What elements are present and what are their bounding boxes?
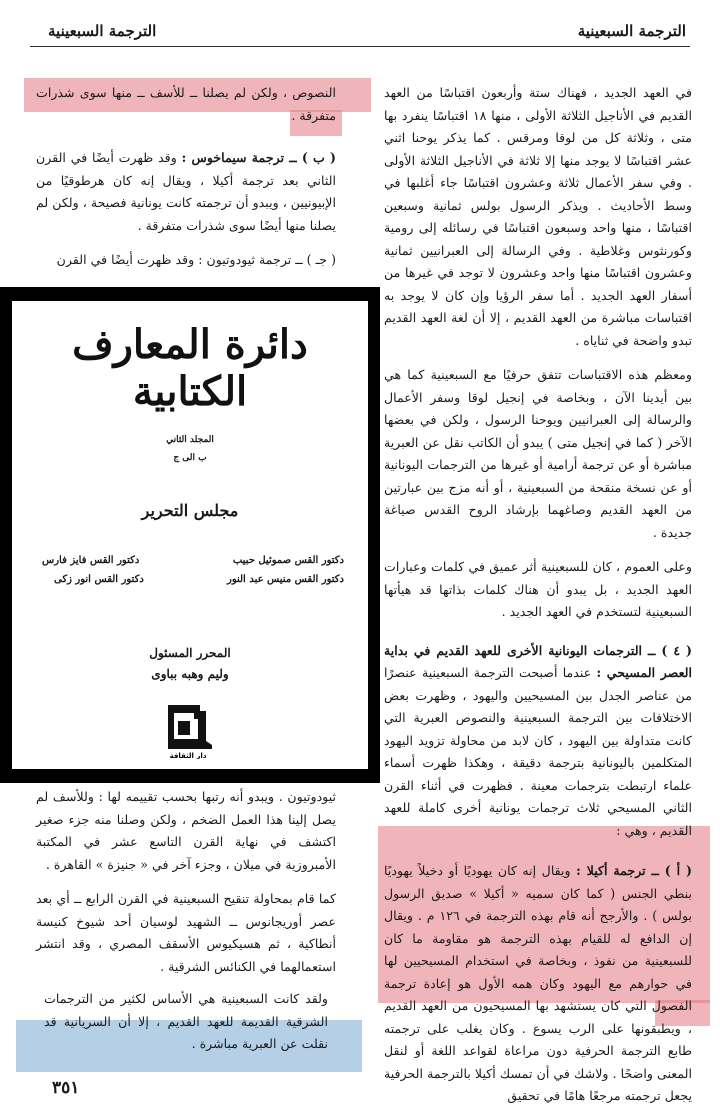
header-rule xyxy=(30,46,690,47)
aquila-body: ويقال إنه كان يهوديًا أو دخيلاً يهوديًا بنطي الجنس ( كما كان سميه « أكيلا » صديق الرسول بولس ) . والأرجح أنه قام بهذه الترجمة في ١٢٦ م . ويقال إن الدافع له للقيام بهذه الترجمة هو مقاومة ما كان للسبعينية من نفوذ ، وبخاصة في استخدام المسيحيين لها في حوارهم مع اليهود وكان همه الأول هو إعادة ترجمة الفصول التي كان يستشهد بها المسيحيون من العهد القديم ، ويطبقونها على الرب يسوع . xyxy=(384,863,692,1036)
section-4 xyxy=(384,640,692,843)
cover-editor-title: المحرر المسئول xyxy=(149,646,231,660)
cover-editor-name: وليم وهبه بباوى xyxy=(151,667,229,681)
paragraph-highlighted: ولقد كانت السبعينية هي الأساس لكثير من الترجمات الشرقية القديمة للعهد القديم ، إلا أن السريانية قد نقلت عن العبرية مباشرة . xyxy=(44,991,328,1051)
section-4-heading: ( ٤ ) ــ الترجمات اليونانية الأخرى للعهد القديم في بداية العصر المسيحي : xyxy=(384,642,693,680)
publisher-logo-icon xyxy=(160,701,216,759)
paragraph: ومعظم هذه الاقتباسات تتفق حرفيًا مع السبعينية كما هي بين أيدينا الآن ، وبخاصة في إنجيل لوقا وسفر الأعمال والرسالة إلى العبرانيين ويوحنا الرسول ، ولكن في بعضها الآخر ( كما في إنجيل متى ) يبدو أن الكاتب نقل عن العبرية مباشرة أو عن ترجمة أرامية أو غيرها من الترجمات اليونانية أو عن نسخة منقحة من السبعينية ، أو أنه مزج بين عبارتين من العهد القديم وصاغهما بإرشاد الروح القدس صياغة جديدة . xyxy=(384,367,692,540)
cover-board-member: دكتور القس انور زكى xyxy=(54,574,144,585)
aquila-heading: ( أ ) ــ ترجمة أكيلا : xyxy=(576,863,692,878)
paragraph: ثيودوتيون . ويبدو أنه رتبها بحسب تقييمه لها : وللأسف لم يصل إلينا هذا العمل الضخم ، ولكن وصلنا منه جزء صغير اكتشف في نهاية القرن التاسع عشر في المكتبة الأمبروزية في ميلان ، وجزء آخر في « جنيزة » القاهرة . xyxy=(36,789,336,872)
paragraph: كما قام بمحاولة تنقيح السبعينية في القرن الرابع ــ أي بعد عصر أوريجانوس ــ الشهيد لوسيان أحد شيوخ كنيسة أنطاكية ، ثم هسيكيوس الأسقف المصري ، وقد انتشر استعمالهما في الكنائس الشرقية . xyxy=(36,891,336,974)
section-4-body: عندما أصبحت الترجمة السبعينية عنصرًا من عناصر الجدل بين المسيحيين واليهود ، وظهرت بعض الاختلافات بين الترجمة السبعينية والنصوص العبرية التي كانت متداولة بين اليهود ، كان لابد من محاولة تزويد اليهود المتكلمين باليونانية بترجمة دقيقة ، وهكذا ظهرت أسماء علماء ارتبطت بترجمات معينة . فظهرت في أثناء القرن الثاني المسيحي ثلاث ترجمات يونانية أخرى كاملة للعهد القديم ، وهي : xyxy=(384,665,692,838)
publisher-name: دار الثقافة xyxy=(169,752,207,759)
left-column-bottom xyxy=(36,786,336,1068)
right-column xyxy=(384,82,692,1108)
book-cover-page xyxy=(12,301,368,769)
cover-board-member: دكتور القس صموئيل حبيب xyxy=(232,555,344,566)
running-head-left: الترجمة السبعينية xyxy=(48,22,157,40)
running-head-right: الترجمة السبعينية xyxy=(577,22,686,40)
paragraph: النصوص ، ولكن لم يصلنا ــ للأسف ــ منها سوى شذرات متفرقة . xyxy=(36,85,336,123)
symmachus-section xyxy=(36,147,336,237)
aquila-continuation: وكان يغلب على ترجمته طابع الترجمة الحرفية دون مراعاة لقواعد اللغة أو لنقل المعنى واضحًا . ولاشك في أن تمسك أكيلا بالترجمة الحرفية يجعل ترجمته مرجعًا هامًا في تحقيق xyxy=(384,1020,692,1103)
cover-volume: المجلد الثاني xyxy=(166,435,214,445)
left-column-top xyxy=(36,82,336,284)
cover-letter-range: ب الى ج xyxy=(173,453,207,463)
cover-title: دائرة المعارف الكتابية xyxy=(72,321,308,415)
cover-board-member: دكتور القس فايز فارس xyxy=(42,555,140,566)
symmachus-heading: ( ب ) ــ ترجمة سيماخوس : xyxy=(181,150,337,165)
book-cover-image xyxy=(0,287,380,783)
theodotion-fragment: ( جـ ) ــ ترجمة ثيودوتيون : وقد ظهرت أيضًا في القرن xyxy=(56,252,336,267)
cover-board-member: دكتور القس منيس عبد النور xyxy=(227,574,344,585)
paragraph: في العهد الجديد ، فهناك ستة وأربعون اقتباسًا من العهد القديم في الأناجيل الثلاثة الأولى ، منها ١٨ اقتباسًا ينفرد بها متى ، وثلاثة كل من لوقا ومرقس . كما يذكر يوحنا اثني عشر اقتباسًا لا يوجد منها إلا ثلاثة في الأناجيل الثلاثة الأولى . وفي سفر الأعمال ثلاثة وعشرون اقتباسًا جاء أغلبها في وسط الأحاديث . ويذكر الرسول بولس ثمانية وسبعين اقتباسًا ، منها واحد وسبعون اقتباسًا في رسائله إلى رومية وكورنثوس وغلاطية . وفي الرسالة إلى العبرانيين ثمانية وعشرون اقتباسًا منها واحد وعشرون لا توجد في غيرها من أسفار العهد الجديد . أما سفر الرؤيا وإن كان لا يوجد به اقتباسات مباشرة من العهد القديم ، إلا أن لغة العهد القديم تبدو واضحة في ثناياه . xyxy=(384,85,692,348)
aquila-section xyxy=(384,860,692,1108)
symmachus-body: وقد ظهرت أيضًا في القرن الثاني بعد ترجمة أكيلا ، ويقال إنه كان هرطوقيًا من الإبيونيين ، ويبدو أن ترجمته كانت يونانية فصيحة ، ولكن لم يصلنا منها أيضًا سوى شذرات متفرقة . xyxy=(36,150,336,233)
paragraph: وعلى العموم ، كان للسبعينية أثر عميق في كلمات وعبارات العهد الجديد ، بل يبدو أن هناك كلمات بذاتها قد هيأتها السبعينية لتستخدم في العهد الجديد . xyxy=(384,559,692,619)
page-number: ٣٥١ xyxy=(52,1078,80,1098)
cover-board-heading: مجلس التحرير xyxy=(141,501,239,520)
